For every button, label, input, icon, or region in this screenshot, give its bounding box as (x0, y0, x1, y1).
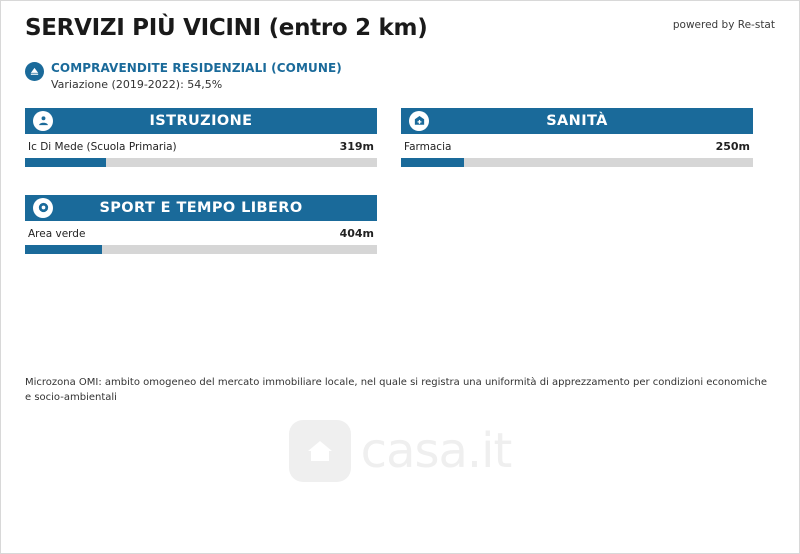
poi-name: Farmacia (404, 140, 452, 153)
category-title: SPORT E TEMPO LIBERO (99, 199, 303, 216)
category-header (25, 195, 377, 221)
poi-name: Area verde (28, 227, 86, 240)
watermark (1, 401, 799, 501)
omi-summary (1, 53, 799, 92)
poi-line (401, 140, 753, 153)
house-icon (289, 420, 351, 482)
omi-title: COMPRAVENDITE RESIDENZIALI (COMUNE) (51, 61, 342, 75)
poi-distance-bar-fill (25, 158, 106, 167)
poi-distance-bar-fill (401, 158, 464, 167)
poi-distance-bar-track (25, 158, 377, 167)
poi-line (25, 140, 377, 153)
poi-distance-bar-track (401, 158, 753, 167)
poi-distance-bar-fill (25, 245, 102, 254)
poi-item (401, 140, 753, 167)
category-title: ISTRUZIONE (149, 112, 253, 129)
poi-name: Ic Di Mede (Scuola Primaria) (28, 140, 177, 153)
poi-item (25, 140, 377, 167)
health-icon (409, 111, 429, 131)
category-title: SANITÀ (546, 112, 608, 129)
footnote: Microzona OMI: ambito omogeneo del mercato immobiliare locale, nel quale si registra una uniformità di apprezzamento per condizioni economiche e socio-ambientali (25, 377, 768, 403)
poi-distance: 319m (339, 139, 374, 153)
category-sanita (401, 108, 753, 167)
categories-section (1, 92, 799, 254)
poi-distance: 404m (339, 226, 374, 240)
powered-by-label: powered by Re-stat (672, 19, 775, 31)
omi-text-wrap (51, 61, 342, 92)
omi-subtitle: Variazione (2019-2022): 54,5% (51, 78, 223, 91)
watermark-text: casa.it (360, 423, 512, 479)
page-header (1, 1, 799, 53)
poi-distance: 250m (715, 139, 750, 153)
categories-row (25, 108, 775, 167)
sport-icon (33, 198, 53, 218)
poi-distance-bar-track (25, 245, 377, 254)
school-icon (33, 111, 53, 131)
poi-line (25, 227, 377, 240)
poi-item (25, 227, 377, 254)
category-istruzione (25, 108, 377, 167)
category-header (401, 108, 753, 134)
page-title: SERVIZI PIÙ VICINI (entro 2 km) (25, 15, 428, 41)
category-sport-e-tempo-libero (25, 195, 377, 254)
category-header (25, 108, 377, 134)
categories-row (25, 195, 775, 254)
omi-marker-icon (25, 62, 44, 81)
